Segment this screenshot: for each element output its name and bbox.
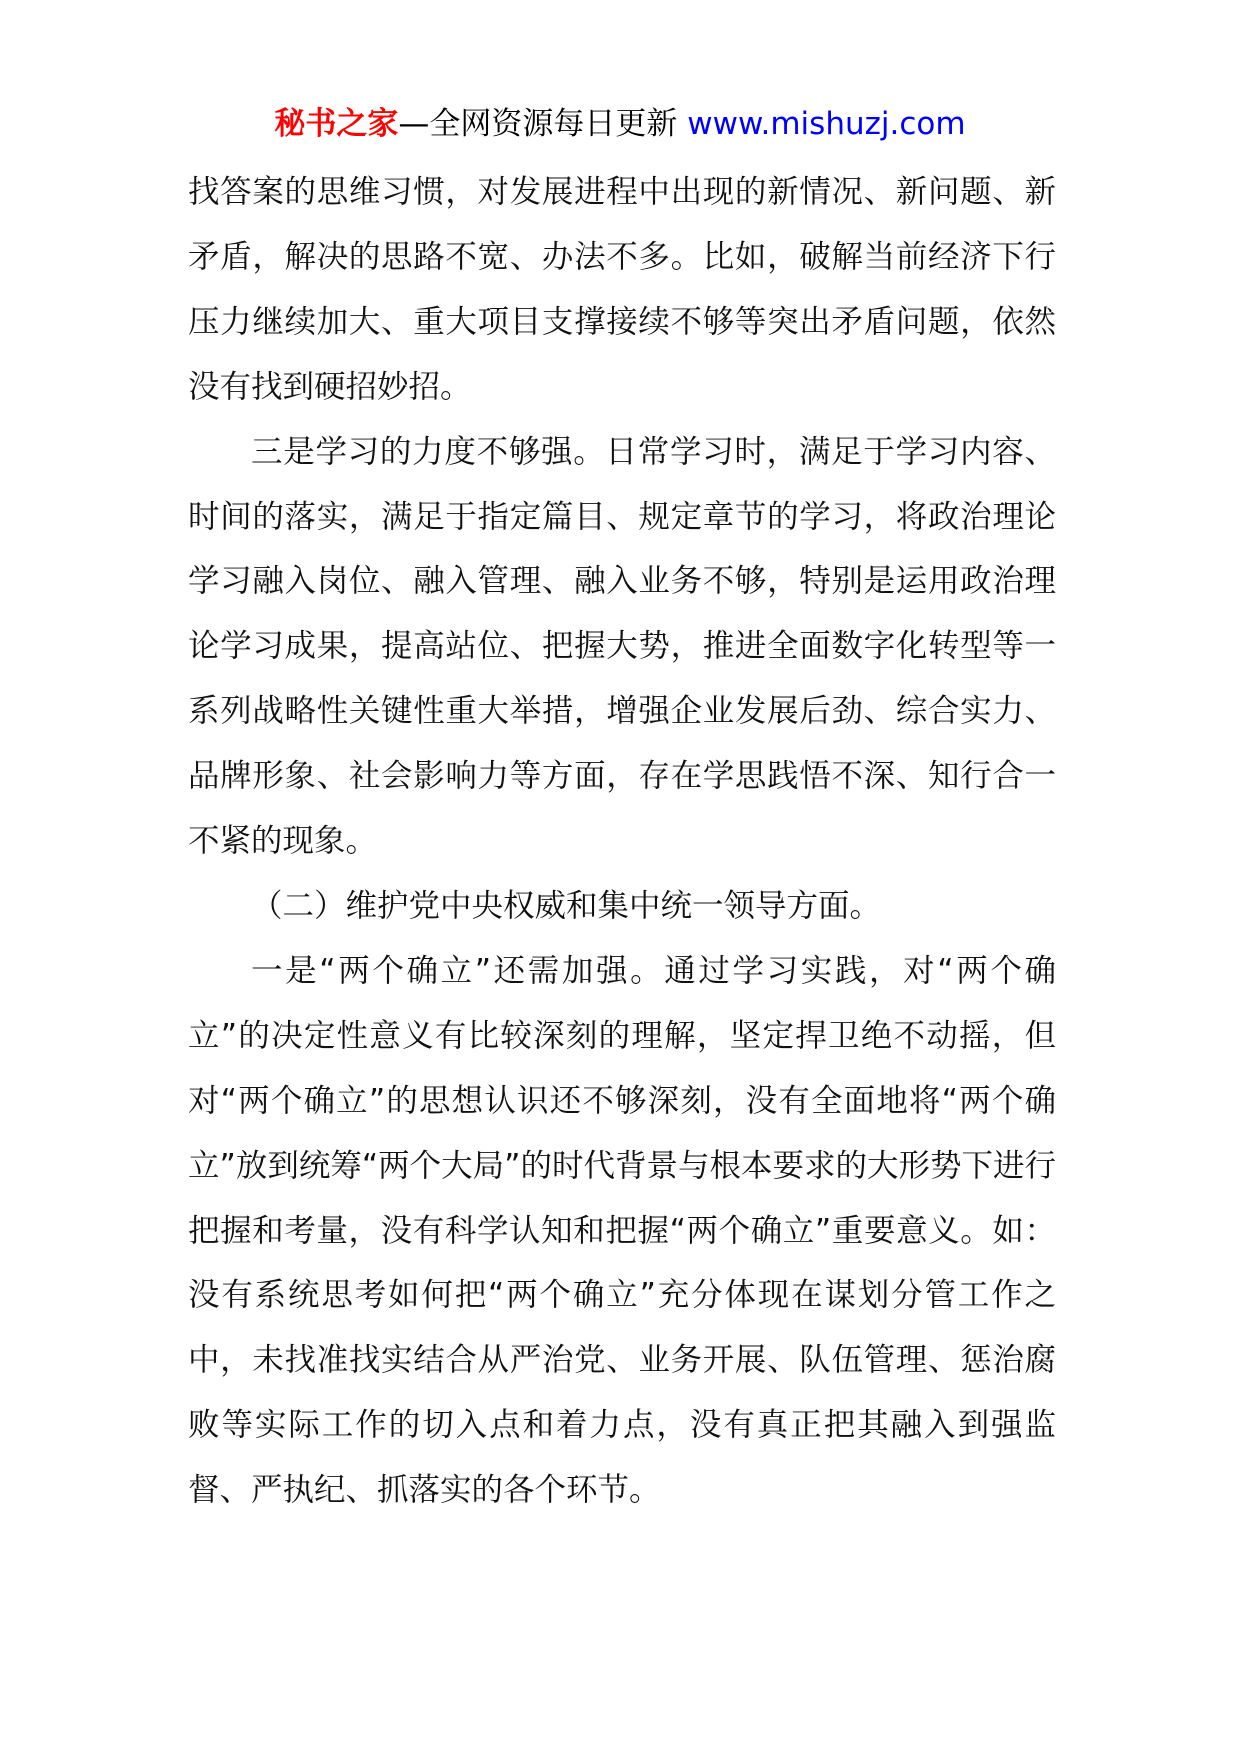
page-header — [0, 100, 1240, 148]
brand-name: 秘书之家 — [274, 106, 399, 142]
header-tagline: —全网资源每日更新 — [398, 106, 688, 142]
section-heading: （二）维护党中央权威和集中统一领导方面。 — [251, 887, 882, 924]
paragraph-point-three: 三是学习的力度不够强。日常学习时，满足于学习内容、时间的落实，满足于指定篇目、规定章节的学习，将政治理论学习融入岗位、融入管理、融入业务不够，特别是运用政治理论学习成果，提高站位、把握大势，推进全面数字化转型等一系列战略性关键性重大举措，增强企业发展后劲、综合实力、品牌形象、社会影响力等方面，存在学思践悟不深、知行合一不紧的现象。 — [188, 433, 1056, 860]
paragraph-point-one: 一是“两个确立”还需加强。通过学习实践，对“两个确立”的决定性意义有比较深刻的理解，坚定捍卫绝不动摇，但对“两个确立”的思想认识还不够深刻，没有全面地将“两个确立”放到统筹“两个大局”的时代背景与根本要求的大形势下进行把握和考量，没有科学认知和把握“两个确立”重要意义。如：没有系统思考如何把“两个确立”充分体现在谋划分管工作之中，未找准找实结合从严治党、业务开展、队伍管理、惩治腐败等实际工作的切入点和着力点，没有真正把其融入到强监督、严执纪、抓落实的各个环节。 — [188, 952, 1056, 1509]
document-body — [188, 160, 1056, 1523]
website-link[interactable]: www.mishuzj.com — [687, 106, 966, 142]
paragraph-continuation: 找答案的思维习惯，对发展进程中出现的新情况、新问题、新矛盾，解决的思路不宽、办法不多。比如，破解当前经济下行压力继续加大、重大项目支撑接续不够等突出矛盾问题，依然没有找到硬招妙招。 — [188, 174, 1056, 405]
